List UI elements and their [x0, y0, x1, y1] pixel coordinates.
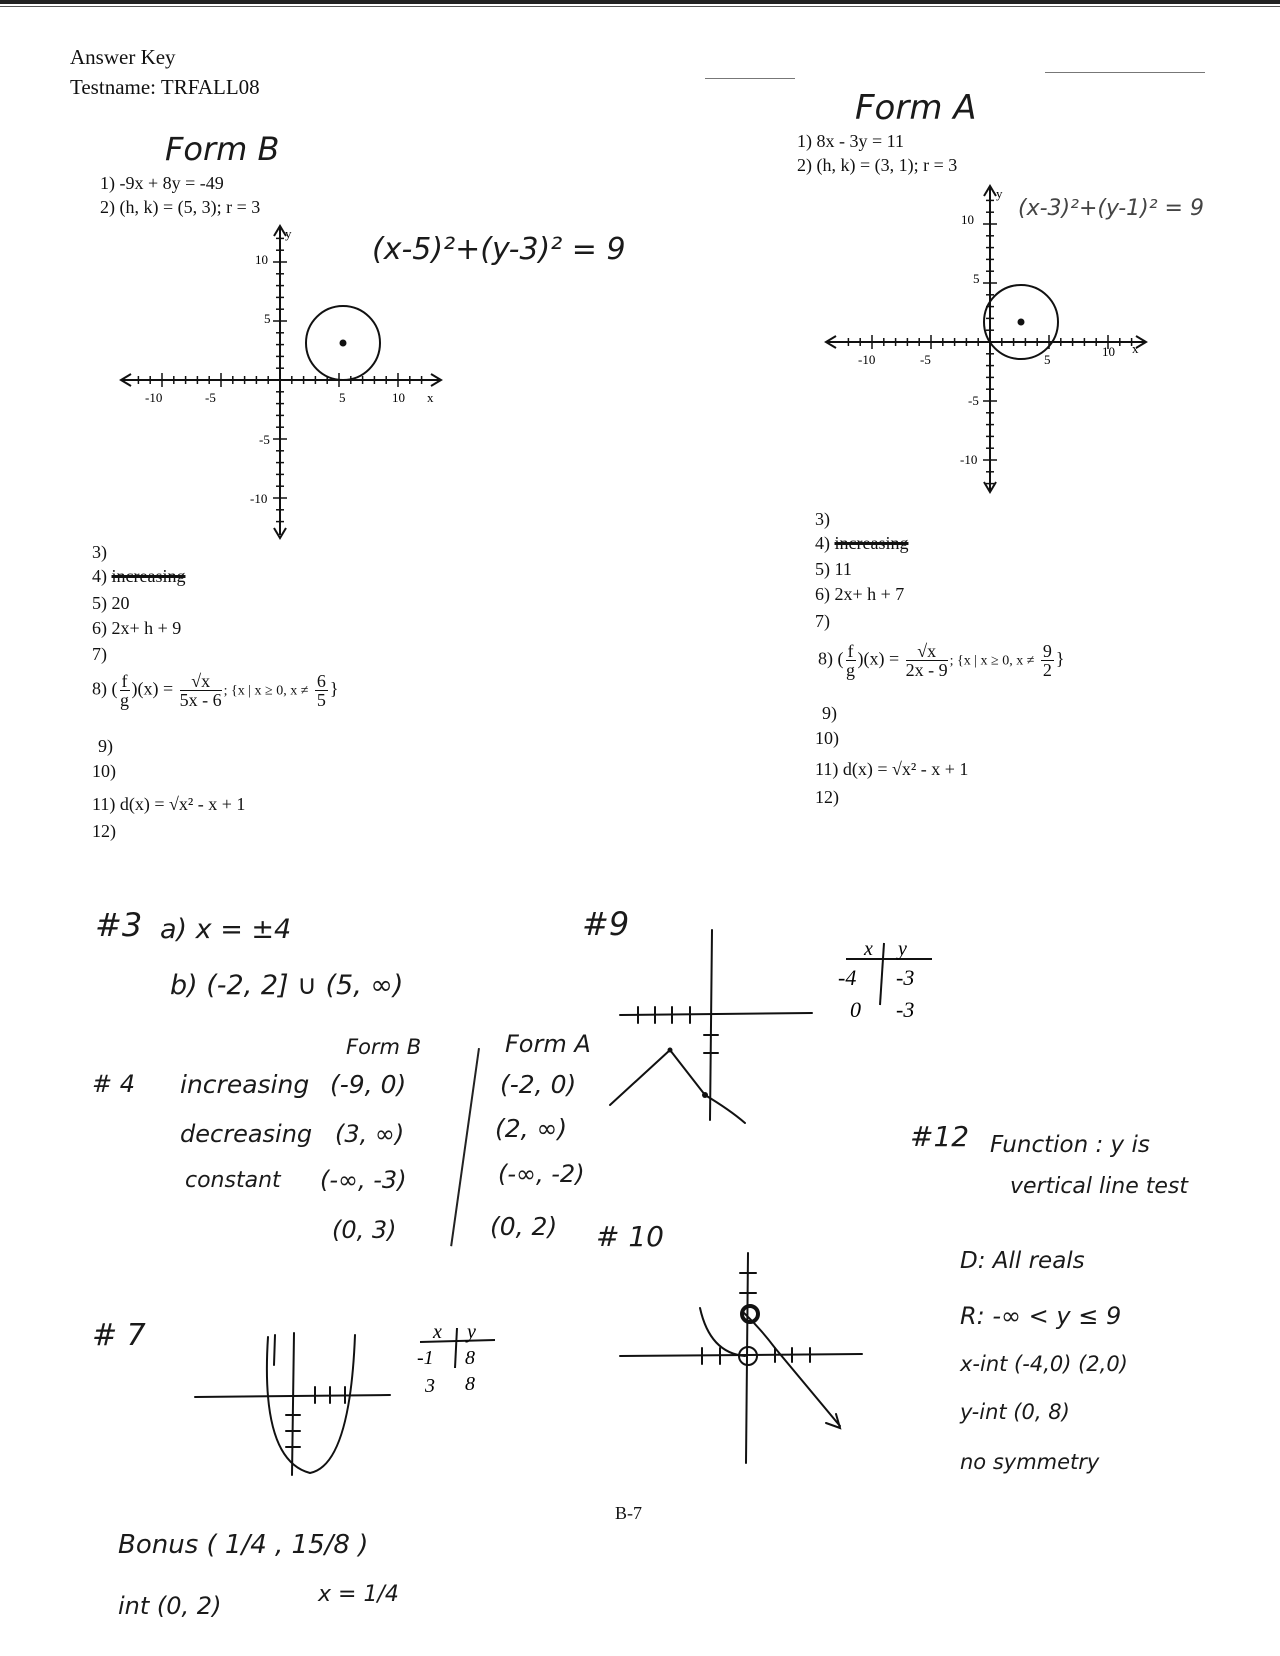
hw-q10-graph — [610, 1248, 870, 1468]
form-b-q4: 4) increasing — [92, 566, 186, 586]
testname: Testname: TRFALL08 — [70, 75, 260, 99]
hw-q9-table — [836, 935, 946, 1035]
hw-q12-yint: y-int (0, 8) — [960, 1400, 1070, 1424]
graph-a-x10: 10 — [1102, 344, 1115, 359]
hw-q4-row: decreasing — [180, 1120, 313, 1148]
graph-a-y5: 5 — [973, 271, 980, 286]
hw-bonus-int: int (0, 2) — [118, 1592, 222, 1620]
page-number: B-7 — [615, 1503, 642, 1523]
hw-bonus: Bonus ( 1/4 , 15/8 ) — [118, 1530, 369, 1560]
form-a-q2: 2) (h, k) = (3, 1); r = 3 — [797, 155, 958, 175]
form-b-q12: 12) — [92, 821, 116, 841]
hw-q4-row: constant — [185, 1168, 281, 1193]
hw-q4-row-a: (-∞, -2) — [498, 1160, 585, 1188]
graph-b-x-label: x — [427, 390, 434, 405]
form-a-q8: 8) ( $\frac{f}{g}$ )(x) = $\frac{√x}{2x - 9}$ ; {x | x ≥ 0, x ≠ $\frac{9}{2}$ } — [818, 641, 1065, 680]
form-b-q3: 3) — [92, 542, 107, 562]
header-dashes-right — [1045, 72, 1205, 73]
hw-q12-range: R: -∞ < y ≤ 9 — [960, 1302, 1122, 1330]
form-a-q12: 12) — [815, 787, 839, 807]
graph-a-y-label: y — [996, 186, 1003, 201]
hw-q7-table — [415, 1320, 505, 1410]
form-a-q4-struck: increasing — [834, 533, 909, 553]
q7-table-y: y — [467, 1321, 476, 1343]
q9-table-x: x — [864, 938, 873, 960]
form-b-circle-graph — [115, 220, 445, 540]
form-a-circle-graph — [820, 180, 1150, 500]
graph-b-ym10: -10 — [250, 491, 268, 506]
hw-q3a: a) x = ±4 — [160, 914, 292, 945]
graph-a-x-label: x — [1132, 341, 1139, 356]
hw-q12-label: #12 — [910, 1120, 970, 1153]
graph-b-ym5: -5 — [259, 432, 270, 447]
hw-q3b: b) (-2, 2] ∪ (5, ∞) — [170, 970, 404, 1001]
form-a-q11: 11) d(x) = √x² - x + 1 — [815, 759, 969, 779]
form-b-q2: 2) (h, k) = (5, 3); r = 3 — [100, 197, 261, 217]
form-b-q10: 10) — [92, 761, 116, 781]
graph-a-y10: 10 — [961, 212, 974, 227]
form-a-q3: 3) — [815, 509, 830, 529]
hw-q12-domain: D: All reals — [960, 1248, 1085, 1274]
q9-table-y: y — [898, 938, 907, 960]
answer-key-title: Answer Key — [70, 45, 176, 69]
form-b-equation: (x-5)²+(y-3)² = 9 — [372, 232, 626, 267]
hw-q4-row-a: (-2, 0) — [500, 1070, 577, 1099]
form-b-q11: 11) d(x) = √x² - x + 1 — [92, 794, 246, 814]
hw-q4-form-b: Form B — [346, 1035, 422, 1059]
form-a-equation: (x-3)²+(y-1)² = 9 — [1018, 196, 1204, 221]
graph-a-x5: 5 — [1044, 352, 1051, 367]
hw-q7-graph — [190, 1325, 400, 1485]
form-a-q5: 5) 11 — [815, 559, 852, 579]
q7-table-r1y: 8 — [465, 1347, 475, 1369]
hw-q12-xint: x-int (-4,0) (2,0) — [960, 1352, 1128, 1376]
hw-q4-row-a: (0, 2) — [490, 1212, 558, 1241]
graph-a-xm5: -5 — [920, 352, 931, 367]
form-a-q4: 4) increasing — [815, 533, 909, 553]
hw-q4-divider — [450, 1048, 480, 1246]
hw-q10-label: # 10 — [596, 1220, 664, 1253]
hw-q12-line1: Function : y is — [990, 1132, 1150, 1158]
q7-table-r2x: 3 — [425, 1375, 435, 1397]
form-b-q5: 5) 20 — [92, 593, 130, 613]
graph-a-xm10: -10 — [858, 352, 876, 367]
q7-table-r1x: -1 — [417, 1347, 434, 1369]
hw-bonus-x: x = 1/4 — [318, 1582, 399, 1607]
hw-q4-row-b: (-∞, -3) — [320, 1166, 407, 1194]
form-a-q1: 1) 8x - 3y = 11 — [797, 131, 904, 151]
graph-a-ym5: -5 — [968, 393, 979, 408]
q7-table-r2y: 8 — [465, 1373, 475, 1395]
hw-q9-label: #9 — [582, 905, 630, 943]
hw-q4-form-a: Form A — [505, 1030, 591, 1058]
hw-q4-row-a: (2, ∞) — [495, 1114, 568, 1143]
form-a-q6: 6) 2x+ h + 7 — [815, 584, 905, 604]
hw-q7-label: # 7 — [92, 1318, 146, 1353]
hw-q9-graph — [600, 925, 820, 1125]
form-a-heading: Form A — [855, 88, 977, 128]
hw-q4-label: # 4 — [92, 1070, 136, 1098]
hw-q4-row: increasing — [180, 1070, 310, 1099]
form-b-q8: 8) ( $\frac{f}{g}$ )(x) = $\frac{√x}{5x - 6}$ ; {x | x ≥ 0, x ≠ $\frac{6}{5}$ } — [92, 671, 339, 710]
graph-b-x10: 10 — [392, 390, 405, 405]
hw-q12-line2: vertical line test — [1010, 1174, 1188, 1199]
hw-q12-symmetry: no symmetry — [960, 1450, 1100, 1474]
hw-q3-label: #3 — [95, 906, 143, 944]
form-a-q10: 10) — [815, 728, 839, 748]
form-b-q6: 6) 2x+ h + 9 — [92, 618, 182, 638]
hw-q4-row-b: (0, 3) — [332, 1216, 397, 1244]
q9-table-r1x: -4 — [838, 965, 857, 990]
q7-table-x: x — [433, 1321, 442, 1343]
form-b-q9: 9) — [98, 736, 113, 756]
graph-b-y10: 10 — [255, 252, 268, 267]
form-b-heading: Form B — [165, 130, 280, 168]
form-b-q7: 7) — [92, 644, 107, 664]
graph-b-y5: 5 — [264, 311, 271, 326]
hw-q4-row-b: (3, ∞) — [335, 1120, 405, 1148]
graph-b-y-label: y — [285, 226, 292, 241]
q9-table-r2x: 0 — [850, 997, 861, 1022]
form-a-q9: 9) — [822, 703, 837, 723]
top-border — [0, 0, 1280, 4]
form-b-q1: 1) -9x + 8y = -49 — [100, 173, 224, 193]
top-border-thin — [0, 6, 1280, 7]
form-a-q7: 7) — [815, 611, 830, 631]
graph-b-x5: 5 — [339, 390, 346, 405]
q9-table-r1y: -3 — [896, 965, 915, 990]
graph-a-ym10: -10 — [960, 452, 978, 467]
hw-q4-row-b: (-9, 0) — [330, 1070, 407, 1099]
form-b-q4-struck: increasing — [111, 566, 186, 586]
header-dashes-left — [705, 78, 795, 79]
graph-b-xm10: -10 — [145, 390, 163, 405]
q9-table-r2y: -3 — [896, 997, 915, 1022]
graph-b-xm5: -5 — [205, 390, 216, 405]
